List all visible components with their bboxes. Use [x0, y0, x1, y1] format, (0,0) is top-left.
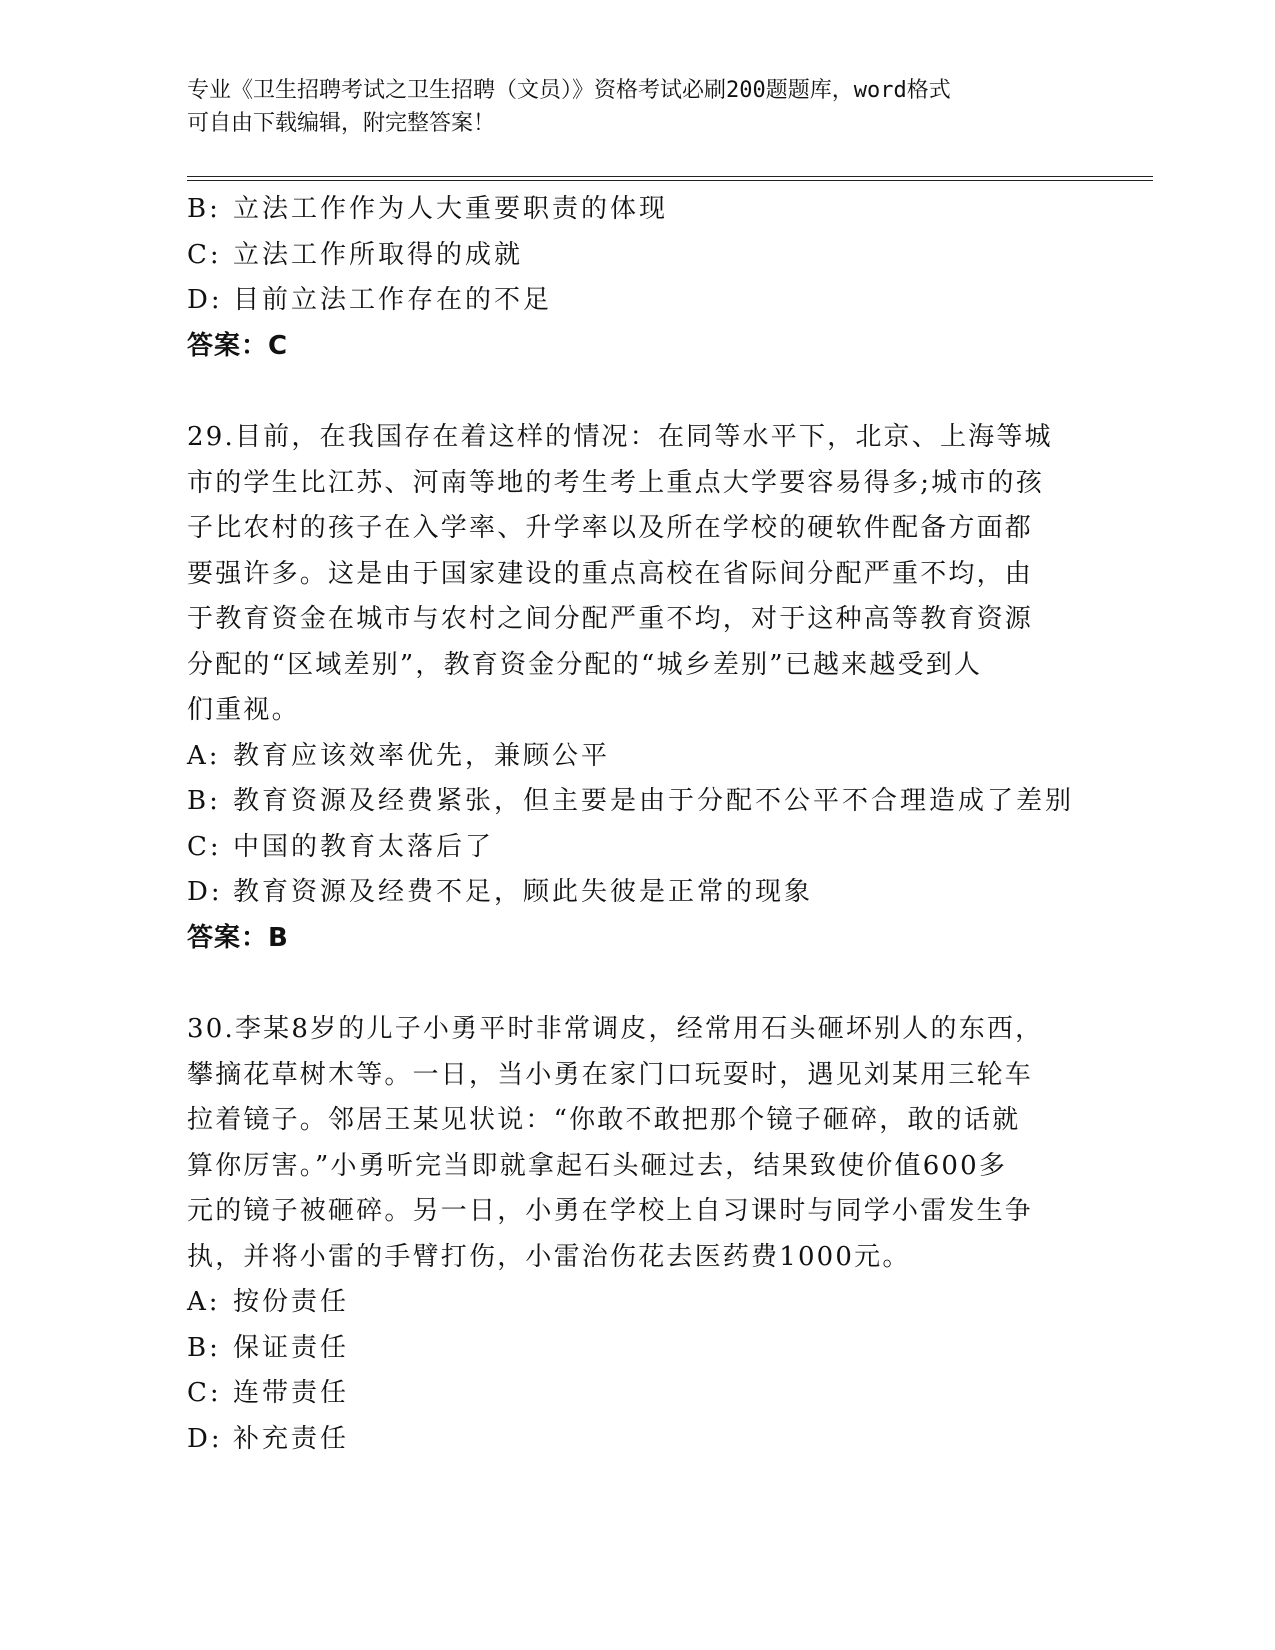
option-letter: D:: [187, 285, 223, 315]
question-line: 于教育资金在城市与农村之间分配严重不均，对于这种高等教育资源: [187, 604, 1034, 634]
option-text: 教育资源及经费紧张，但主要是由于分配不公平不合理造成了差别: [233, 786, 1075, 816]
option-b: [187, 779, 1077, 825]
question-line: 要强许多。这是由于国家建设的重点高校在省际间分配严重不均，由: [187, 558, 1034, 589]
answer-label: 答案：C: [187, 330, 289, 361]
option-text: 保证责任: [233, 1332, 350, 1363]
option-b: [187, 1326, 1077, 1372]
question-line: 算你厉害。”小勇听完当即就拿起石头砸过去，结果致使价值600多: [187, 1150, 1008, 1181]
option-c: [187, 233, 1077, 279]
question-line: 攀摘花草树木等。一日，当小勇在家门口玩耍时，遇见刘某用三轮车: [187, 1059, 1034, 1090]
question-text: [187, 415, 1077, 734]
option-a: [187, 734, 1077, 780]
option-text: 教育应该效率优先，兼顾公平: [233, 740, 611, 771]
question-line: 市的学生比江苏、河南等地的考生考上重点大学要容易得多;城市的孩: [187, 467, 1044, 498]
option-letter: B:: [187, 194, 221, 224]
header-title-line-1: 专业《卫生招聘考试之卫生招聘（文员）》资格考试必刷200题题库，word格式: [187, 78, 951, 103]
question-line: 30.李某8岁的儿子小勇平时非常调皮，经常用石头砸坏别人的东西，: [187, 1014, 1044, 1044]
option-letter: B:: [187, 786, 221, 816]
option-text: 教育资源及经费不足，顾此失彼是正常的现象: [233, 877, 814, 907]
option-text: 目前立法工作存在的不足: [233, 285, 553, 315]
option-d: [187, 870, 1077, 916]
option-letter: C:: [187, 1378, 222, 1408]
option-letter: B:: [187, 1332, 221, 1363]
option-c: [187, 825, 1077, 871]
option-b: [187, 187, 1077, 233]
header-divider: [187, 176, 1153, 181]
option-letter: A:: [187, 740, 221, 771]
question-text: [187, 1007, 1077, 1280]
answer-label: 答案：B: [187, 922, 289, 953]
question-line: 执，并将小雷的手臂打伤，小雷治伤花去医药费1000元。: [187, 1241, 911, 1272]
option-d: [187, 1417, 1077, 1463]
question-line: 分配的“区域差别”，教育资金分配的“城乡差别”已越来越受到人: [187, 649, 983, 680]
question-content: [187, 187, 1077, 1462]
question-line: 拉着镜子。邻居王某见状说：“你敢不敢把那个镜子砸碎，敢的话就: [187, 1105, 1021, 1135]
option-letter: A:: [187, 1287, 221, 1317]
option-text: 立法工作所取得的成就: [233, 239, 524, 270]
option-text: 按份责任: [233, 1287, 350, 1317]
document-header: [187, 74, 1087, 140]
option-letter: D:: [187, 1423, 223, 1454]
option-text: 补充责任: [233, 1423, 350, 1454]
option-a: [187, 1280, 1077, 1326]
question-line: 们重视。: [187, 695, 300, 725]
question-30: [187, 1007, 1077, 1462]
option-text: 中国的教育太落后了: [233, 831, 495, 862]
question-line: 29.目前，在我国存在着这样的情况：在同等水平下，北京、上海等城: [187, 422, 1053, 452]
option-c: [187, 1371, 1077, 1417]
question-line: 子比农村的孩子在入学率、升学率以及所在学校的硬软件配备方面都: [187, 513, 1034, 543]
option-text: 立法工作作为人大重要职责的体现: [233, 194, 669, 224]
option-letter: C:: [187, 831, 222, 862]
option-text: 连带责任: [233, 1378, 350, 1408]
prev-question: [187, 187, 1077, 369]
question-29: [187, 415, 1077, 961]
header-title-line-2: 可自由下载编辑，附完整答案！: [187, 111, 496, 136]
question-line: 元的镜子被砸碎。另一日，小勇在学校上自习课时与同学小雷发生争: [187, 1196, 1034, 1226]
option-d: [187, 278, 1077, 324]
option-letter: C:: [187, 239, 222, 270]
option-letter: D:: [187, 877, 223, 907]
